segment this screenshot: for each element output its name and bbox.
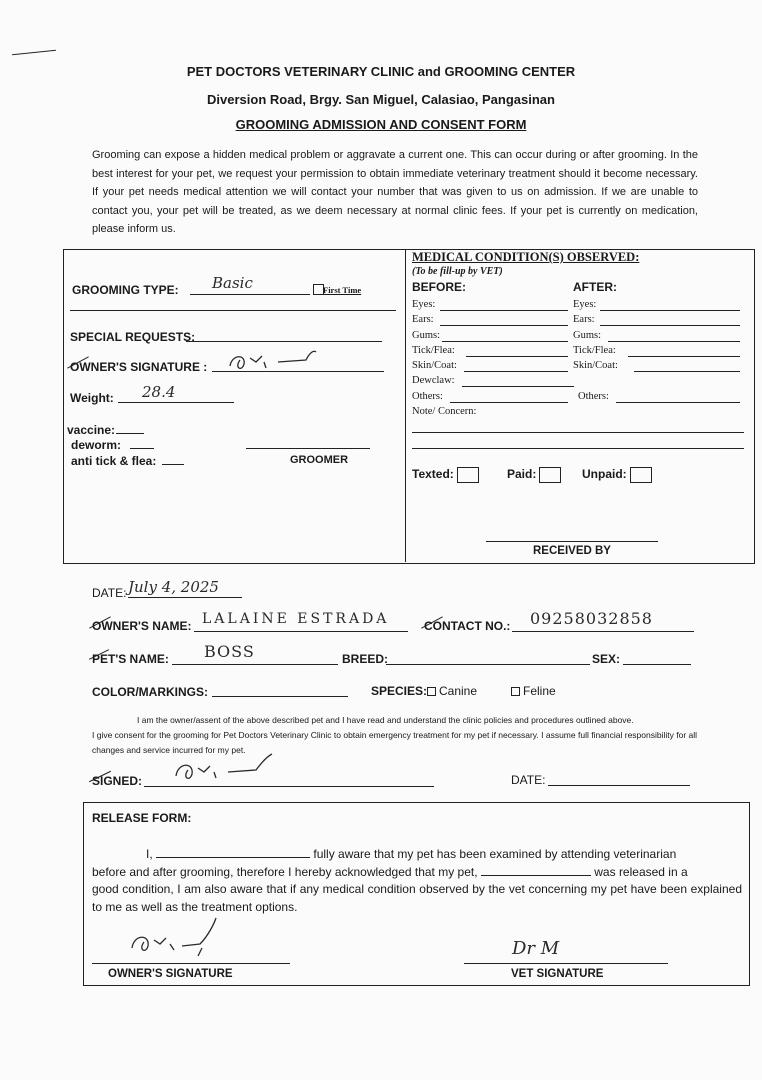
before-field-label: Dewclaw: xyxy=(412,375,455,386)
species-label: SPECIES: xyxy=(371,684,428,698)
vaccine-line[interactable] xyxy=(116,433,144,434)
before-field-label: Gums: xyxy=(412,330,441,341)
unpaid-checkbox[interactable] xyxy=(630,467,652,483)
owner-name-value: LALAINE ESTRADA xyxy=(202,611,390,627)
note-line-1[interactable] xyxy=(412,432,744,433)
date2-line[interactable] xyxy=(548,785,690,786)
before-field-label: Tick/Flea: xyxy=(412,345,455,356)
after-field-line[interactable] xyxy=(608,341,740,342)
owner-sig-label: OWNER'S SIGNATURE xyxy=(108,968,233,980)
groomer-label: GROOMER xyxy=(290,454,349,466)
before-label: BEFORE: xyxy=(412,280,466,294)
after-field-label: Eyes: xyxy=(573,299,597,310)
signed-label: SIGNED: xyxy=(92,774,143,788)
contact-label: CONTACT NO.: xyxy=(424,619,511,633)
grooming-type-label: GROOMING TYPE: xyxy=(72,283,179,297)
vet-sig-line[interactable] xyxy=(464,963,668,964)
date2-label: DATE: xyxy=(511,773,546,787)
feline-checkbox[interactable] xyxy=(511,687,520,696)
weight-line[interactable] xyxy=(118,402,234,403)
release-line-1: I, fully aware that my pet has been examined by attending veterinarian xyxy=(146,847,677,861)
before-field-label: Others: xyxy=(412,391,443,402)
clinic-name: PET DOCTORS VETERINARY CLINIC and GROOMING CENTER xyxy=(186,64,576,79)
vet-sig-label: VET SIGNATURE xyxy=(511,968,604,980)
after-field-label: Others: xyxy=(578,391,609,402)
release-line-2: before and after grooming, therefore I hereby acknowledged that my pet, was released in a xyxy=(92,865,688,879)
date-line[interactable] xyxy=(128,597,242,598)
special-requests-line[interactable] xyxy=(186,341,382,342)
pet-name-label: PET'S NAME: xyxy=(92,652,169,666)
before-field-line[interactable] xyxy=(440,325,568,326)
release-name-blank[interactable] xyxy=(156,847,310,858)
before-field-line[interactable] xyxy=(466,356,568,357)
breed-line[interactable] xyxy=(386,664,590,665)
box-divider xyxy=(405,249,406,562)
release-pet-blank[interactable] xyxy=(481,865,591,876)
canine-label: Canine xyxy=(439,684,478,698)
weight-label: Weight: xyxy=(70,391,114,405)
after-field-line[interactable] xyxy=(634,371,740,372)
release-line-3: good condition, I am also aware that if any medical condition observed by the vet concerning my pet have been explained to me as well as the treatment options. xyxy=(92,882,742,914)
vet-initials: Dr M xyxy=(512,938,560,959)
intro-paragraph: Grooming can expose a hidden medical problem or aggravate a current one. This can occur during or after grooming. In the best interest for your pet, we request your permission to obtain immediate veterinary treatment should it become necessary. If your pet needs medical attention we will contact your number that was given to us on admission. If we are unable to contact you, your pet will be treated, as we deem necessary at normal clinic fees. If your pet is currently on medication, please inform us. xyxy=(92,149,698,235)
anti-tick-line[interactable] xyxy=(162,464,184,465)
medical-subtitle: (To be fill-up by VET) xyxy=(412,266,503,277)
after-field-label: Gums: xyxy=(573,330,602,341)
received-by-line[interactable] xyxy=(486,541,658,542)
owner-signature-label: OWNER'S SIGNATURE : xyxy=(70,360,208,374)
before-field-label: Eyes: xyxy=(412,299,436,310)
medical-title: MEDICAL CONDITION(S) OBSERVED: xyxy=(412,250,640,264)
paid-checkbox[interactable] xyxy=(539,467,561,483)
before-field-line[interactable] xyxy=(464,371,568,372)
color-label: COLOR/MARKINGS: xyxy=(92,685,208,699)
grooming-extra-line xyxy=(70,310,396,311)
deworm-label: deworm: xyxy=(71,438,122,452)
release-owner-scribble xyxy=(128,916,228,962)
first-time-label: First Time xyxy=(323,285,362,295)
owner-signature-scribble xyxy=(226,348,322,374)
after-field-line[interactable] xyxy=(616,402,740,403)
consent-line-1: I am the owner/assent of the above described pet and I have read and understand the clinic policies and procedures outlined above. xyxy=(137,715,634,725)
canine-checkbox[interactable] xyxy=(427,687,436,696)
contact-line[interactable] xyxy=(512,631,694,632)
signed-line[interactable] xyxy=(144,786,434,787)
form-title: GROOMING ADMISSION AND CONSENT FORM xyxy=(235,117,527,132)
sex-line[interactable] xyxy=(623,664,691,665)
sex-label: SEX: xyxy=(592,652,621,666)
paid-label: Paid: xyxy=(507,467,561,483)
before-field-line[interactable] xyxy=(462,386,574,387)
feline-label: Feline xyxy=(523,684,556,698)
breed-label: BREED: xyxy=(342,652,389,666)
contact-value: 09258032858 xyxy=(530,609,653,628)
after-field-label: Tick/Flea: xyxy=(573,345,616,356)
before-field-line[interactable] xyxy=(442,341,568,342)
consent-line-2: I give consent for the grooming for Pet Doctors Veterinary Clinic to obtain emergency treatment for my pet if necessary. I assume full financial responsibility for all changes and service incurred for my pet. xyxy=(92,730,698,755)
note-line-2[interactable] xyxy=(412,448,744,449)
unpaid-label: Unpaid: xyxy=(582,467,652,483)
signed-scribble xyxy=(172,752,282,786)
texted-label: Texted: xyxy=(412,467,479,483)
groomer-line[interactable] xyxy=(246,448,370,449)
before-field-label: Skin/Coat: xyxy=(412,360,457,371)
stray-mark xyxy=(12,50,56,56)
color-line[interactable] xyxy=(212,696,348,697)
date-label: DATE: xyxy=(92,586,127,600)
note-label: Note/ Concern: xyxy=(412,406,477,417)
grooming-type-value: Basic xyxy=(212,274,253,292)
weight-value: 28.4 xyxy=(142,383,176,401)
clinic-address: Diversion Road, Brgy. San Miguel, Calasiao, Pangasinan xyxy=(207,92,555,107)
owner-sig-line[interactable] xyxy=(92,963,290,964)
before-field-line[interactable] xyxy=(440,310,568,311)
received-by-label: RECEIVED BY xyxy=(533,545,611,557)
owner-name-label: OWNER'S NAME: xyxy=(92,619,192,633)
release-title: RELEASE FORM: xyxy=(92,811,192,825)
date-value: July 4, 2025 xyxy=(128,578,219,596)
before-field-line[interactable] xyxy=(450,402,568,403)
after-field-line[interactable] xyxy=(600,325,740,326)
before-field-label: Ears: xyxy=(412,314,434,325)
after-field-label: Ears: xyxy=(573,314,595,325)
vaccine-label: vaccine: xyxy=(67,423,116,437)
special-requests-label: SPECIAL REQUESTS: xyxy=(70,330,196,344)
pet-name-value: BOSS xyxy=(204,642,255,661)
owner-name-line[interactable] xyxy=(194,631,408,632)
after-field-label: Skin/Coat: xyxy=(573,360,618,371)
texted-checkbox[interactable] xyxy=(457,467,479,483)
grooming-type-line[interactable] xyxy=(190,294,310,295)
pet-name-line[interactable] xyxy=(172,664,338,665)
after-label: AFTER: xyxy=(573,280,617,294)
anti-tick-label: anti tick & flea: xyxy=(71,454,157,468)
deworm-line[interactable] xyxy=(130,448,154,449)
after-field-line[interactable] xyxy=(600,310,740,311)
after-field-line[interactable] xyxy=(628,356,740,357)
